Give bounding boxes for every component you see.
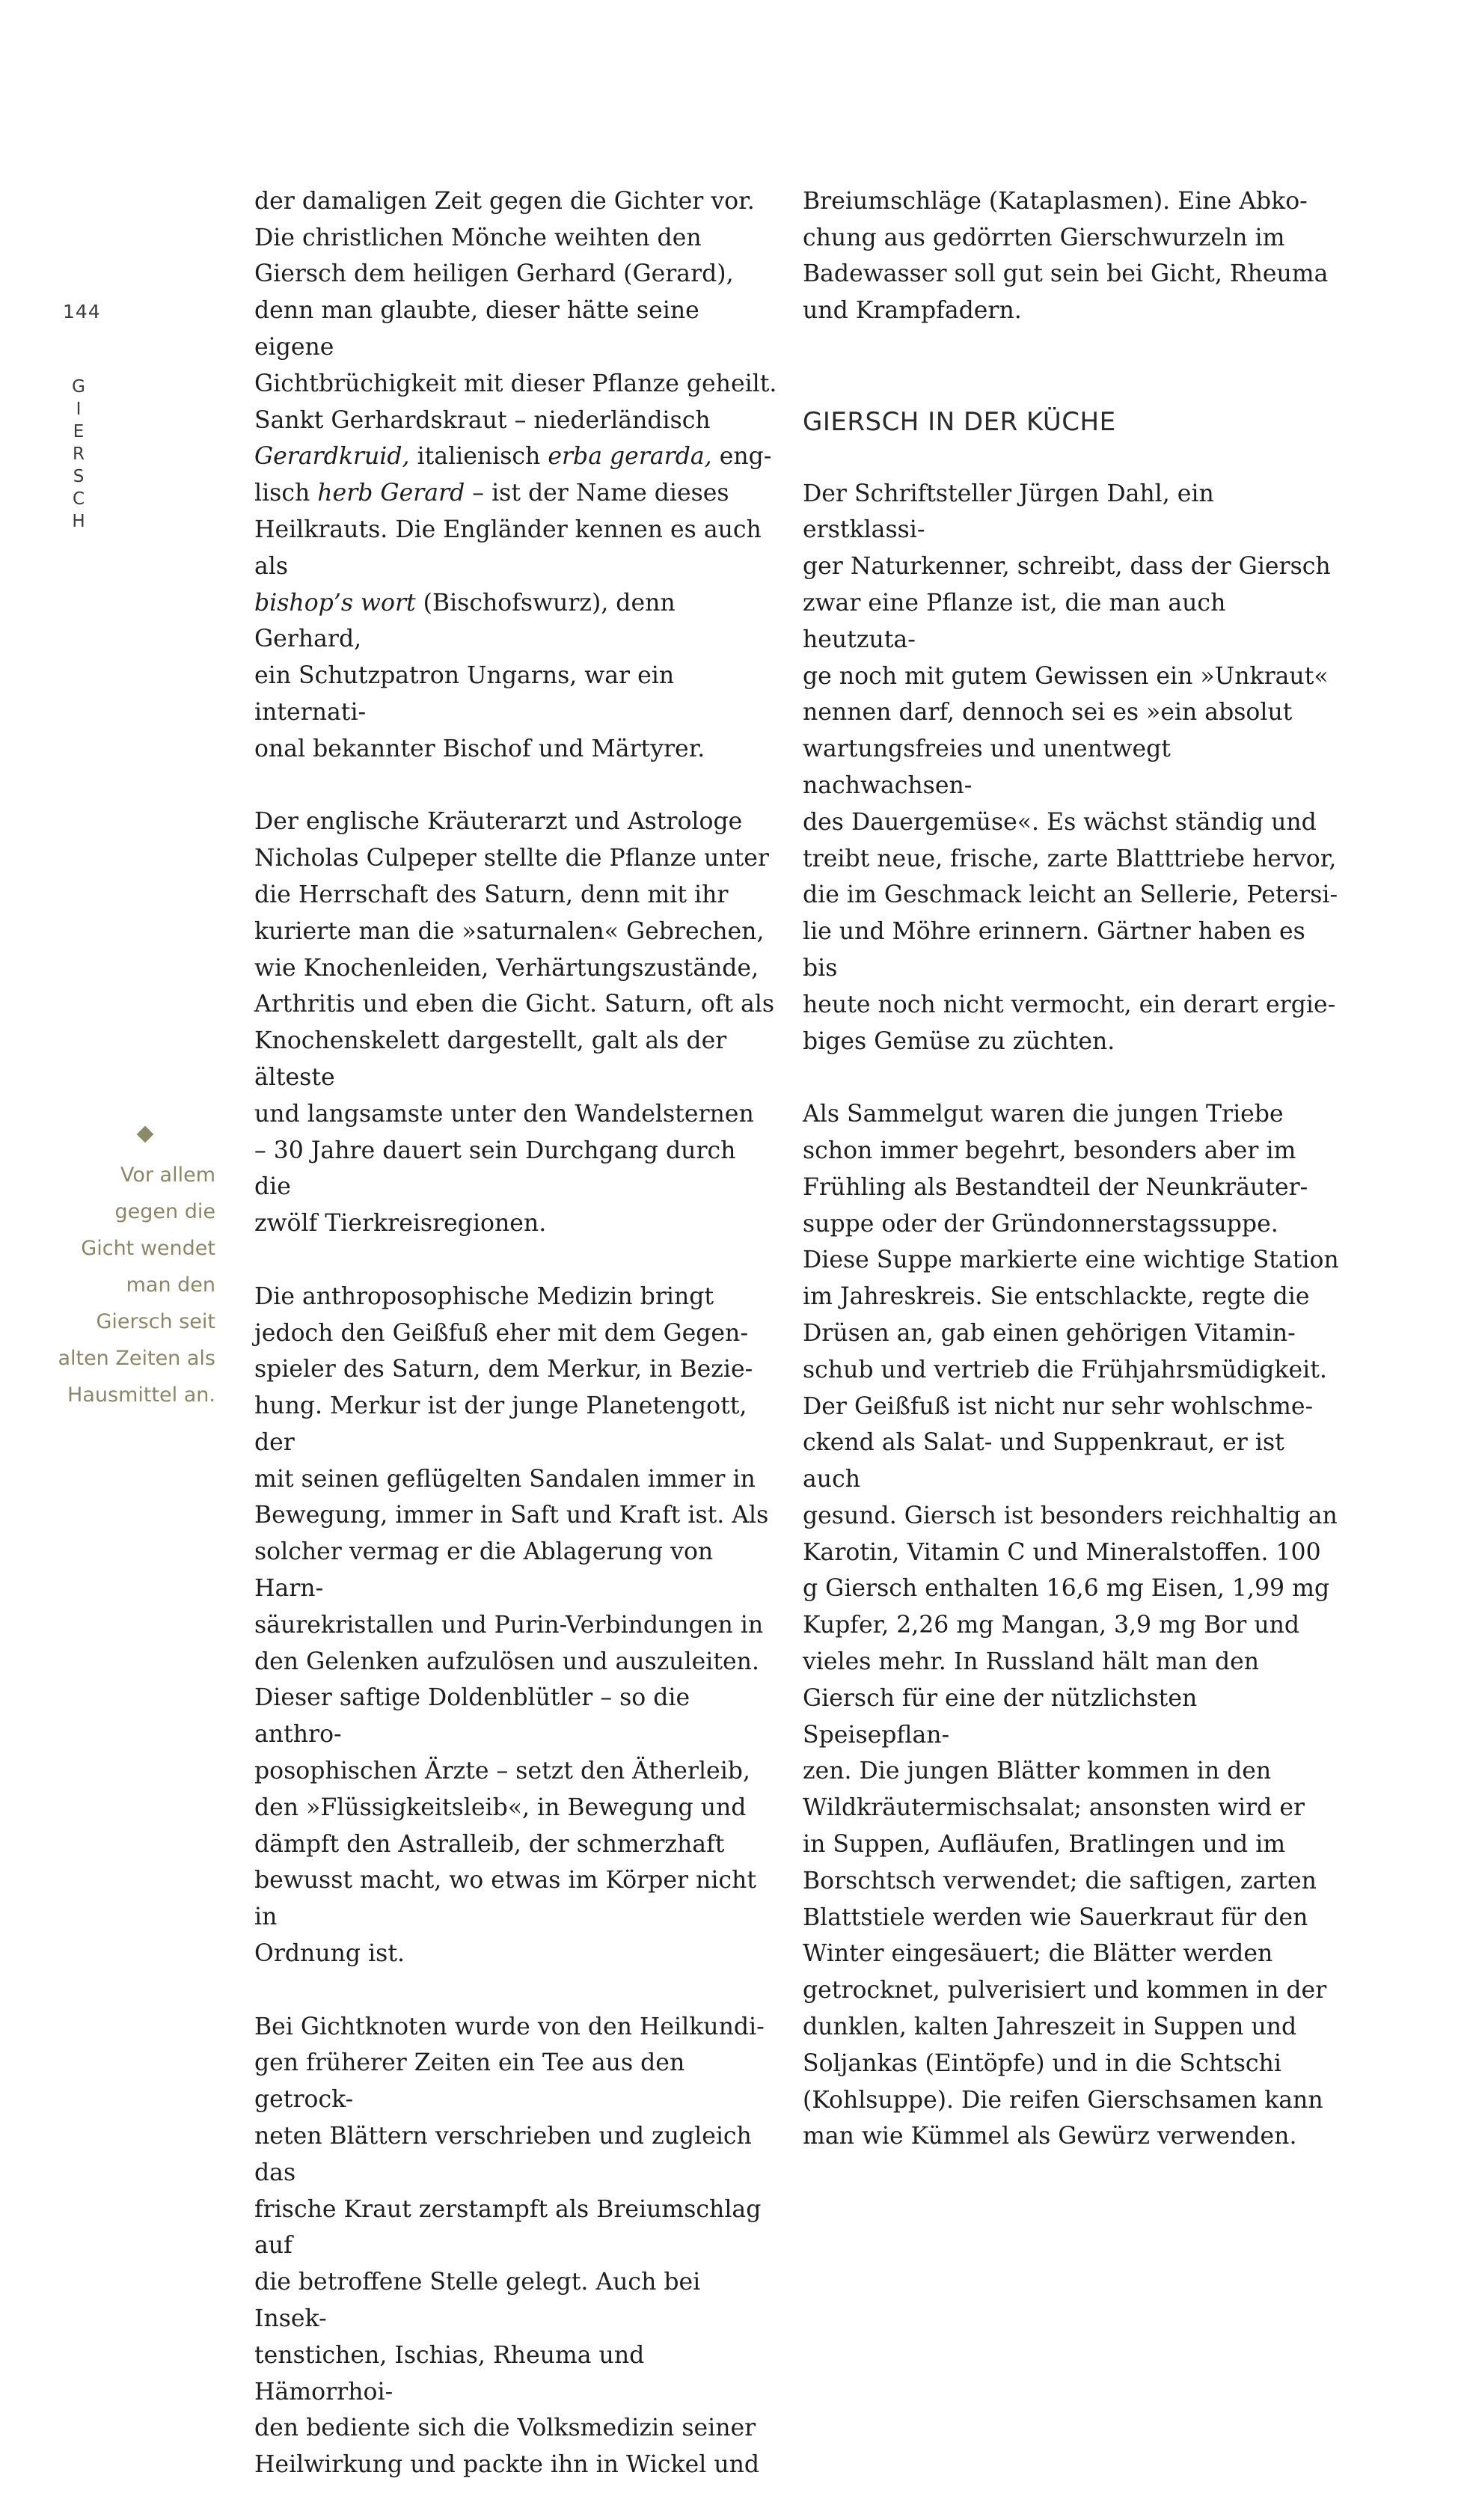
paragraph: Bei Gichtknoten wurde von den Heilkundi- gen früherer Zeiten ein Tee aus den getrock- neten Blättern verschrieben und zugleich das frische Kraut zerstampft als Breiumschlag auf die betroffene Stelle gelegt. Auch bei Insek- tenstichen, Ischias, Rheuma und Hämorrhoi- den bediente sich die Volksmedizin seiner Heilwirkung und packte ihn in Wickel und [254, 2013, 765, 2479]
paragraph: Als Sammelgut waren die jungen Triebe schon immer begehrt, besonders aber im Frühling als Bestandteil der Neunkräuter- suppe oder der Gründonnerstagssuppe. Diese Suppe markierte eine wichtige Station im Jahreskreis. Sie entschlackte, regte die Drüsen an, gab einen gehörigen Vitamin- schub und vertrieb die Frühjahrsmüdigkeit. Der Geißfuß ist nicht nur sehr wohlschme- ckend als Salat- und Suppenkraut, er ist auch gesund. Giersch ist besonders reichhaltig an Karotin, Vitamin C und Mineralstoffen. 100 g Giersch enthalten 16,6 mg Eisen, 1,99 mg Kupfer, 2,26 mg Mangan, 3,9 mg Bor und vieles mehr. In Russland hält man den Giersch für eine der nützlichsten Speisepflan- zen. Die jungen Blätter kommen in den Wildkräutermischsalat; ansonsten wird er in Suppen, Aufläufen, Bratlingen und im Borschtsch verwendet; die saftigen, zarten Blattstiele werden wie Sauerkraut für den Winter eingesäuert; die Blätter werden getrocknet, pulverisiert und kommen in der dunklen, kalten Jahreszeit in Suppen und Soljankas (Eintöpfe) und in die Schtschi (Kohlsuppe). Die reifen Gierschsamen kann man wie Kümmel als Gewürz verwenden. [803, 1101, 1339, 2150]
diamond-icon [137, 1126, 154, 1143]
running-title [69, 376, 88, 533]
text-run: eng- lisch [254, 443, 772, 507]
running-title-letter: H [72, 512, 85, 531]
running-title-letter: G [72, 377, 85, 397]
text-run: der damaligen Zeit gegen die Gichter vor. Die christlichen Mönche weihten den Giersch dem heiligen Gerhard (Gerard), denn man glaubte, dieser hätte seine eigene Gichtbrüchigkeit mit dieser Pflanze geheilt. Sankt Gerhardskraut – niederländisch [254, 187, 777, 434]
text-run: – ist der Name dieses Heilkrauts. Die Engländer kennen es auch als [254, 480, 762, 580]
running-title-letter: C [72, 489, 85, 509]
paragraph: Der englische Kräuterarzt und Astrologe Nicholas Culpeper stellte die Pflanze unter die Herrschaft des Saturn, denn mit ihr kurierte man die »saturnalen« Gebrechen, wie Knochenleiden, Verhärtungszustände, Arthritis und eben die Gicht. Saturn, oft als Knochenskelett dargestellt, galt als der älteste und langsamste unter den Wandelsternen – 30 Jahre dauert sein Durchgang durch die zwölf Tierkreisregionen. [254, 808, 775, 1238]
running-title-letter: S [73, 467, 85, 486]
margin-note-text: Vor allem gegen die Gicht wendet man den Giersch seit alten Zeiten als Hausmittel an. [58, 1163, 215, 1407]
paragraph: Der Schriftsteller Jürgen Dahl, ein erstklassi- ger Naturkenner, schreibt, dass der Giersch zwar eine Pflanze ist, die man auch heutzuta- ge noch mit gutem Gewissen ein »Unkraut« nennen darf, dennoch sei es »ein absolut wartungsfreies und unentwegt nachwachsen- des Dauergemüse«. Es wächst ständig und treibt neue, frische, zarte Blatttriebe hervor, die im Geschmack leicht an Sellerie, Petersi- lie und Möhre erinnern. Gärtner haben es bis heute noch nicht vermocht, ein derart ergie- biges Gemüse zu züchten. [803, 480, 1338, 1055]
left-column [254, 147, 778, 2520]
italic-term: erba gerarda, [548, 443, 712, 471]
running-title-letter: E [73, 422, 85, 441]
right-column [803, 147, 1341, 2192]
running-title-letter: R [73, 444, 85, 464]
margin-note [30, 1128, 215, 1413]
text-run: italienisch [409, 443, 548, 471]
italic-term: bishop’s wort [254, 589, 416, 617]
italic-term: herb Gerard [317, 480, 465, 507]
running-title-letter: I [76, 400, 82, 419]
paragraph [254, 183, 778, 768]
section-heading: GIERSCH IN DER KÜCHE [803, 406, 1116, 437]
italic-term: Gerardkruid, [254, 443, 410, 471]
text-run: (Bischofswurz), denn Gerhard, ein Schutzpatron Ungarns, war ein internati- onal bekannter Bischof und Märtyrer. [254, 589, 705, 762]
paragraph: Die anthroposophische Medizin bringt jedoch den Geißfuß eher mit dem Gegen- spieler des Saturn, dem Merkur, in Bezie- hung. Merkur ist der junge Planetengott, der mit seinen geflügelten Sandalen immer in Bewegung, immer in Saft und Kraft ist. Als solcher vermag er die Ablagerung von Harn- säurekristallen und Purin-Verbindungen in den Gelenken aufzulösen und auszuleiten. Dieser saftige Doldenblütler – so die anthro- posophischen Ärzte – setzt den Ätherleib, den »Flüssigkeitsleib«, in Bewegung und dämpft den Astralleib, der schmerzhaft bewusst macht, wo etwas im Körper nicht in Ordnung ist. [254, 1282, 769, 1968]
paragraph: Breiumschläge (Kataplasmen). Eine Abko- chung aus gedörrten Gierschwurzeln im Badewasser soll gut sein bei Gicht, Rheuma und Krampfadern. [803, 187, 1329, 325]
page-number: 144 [63, 301, 101, 322]
